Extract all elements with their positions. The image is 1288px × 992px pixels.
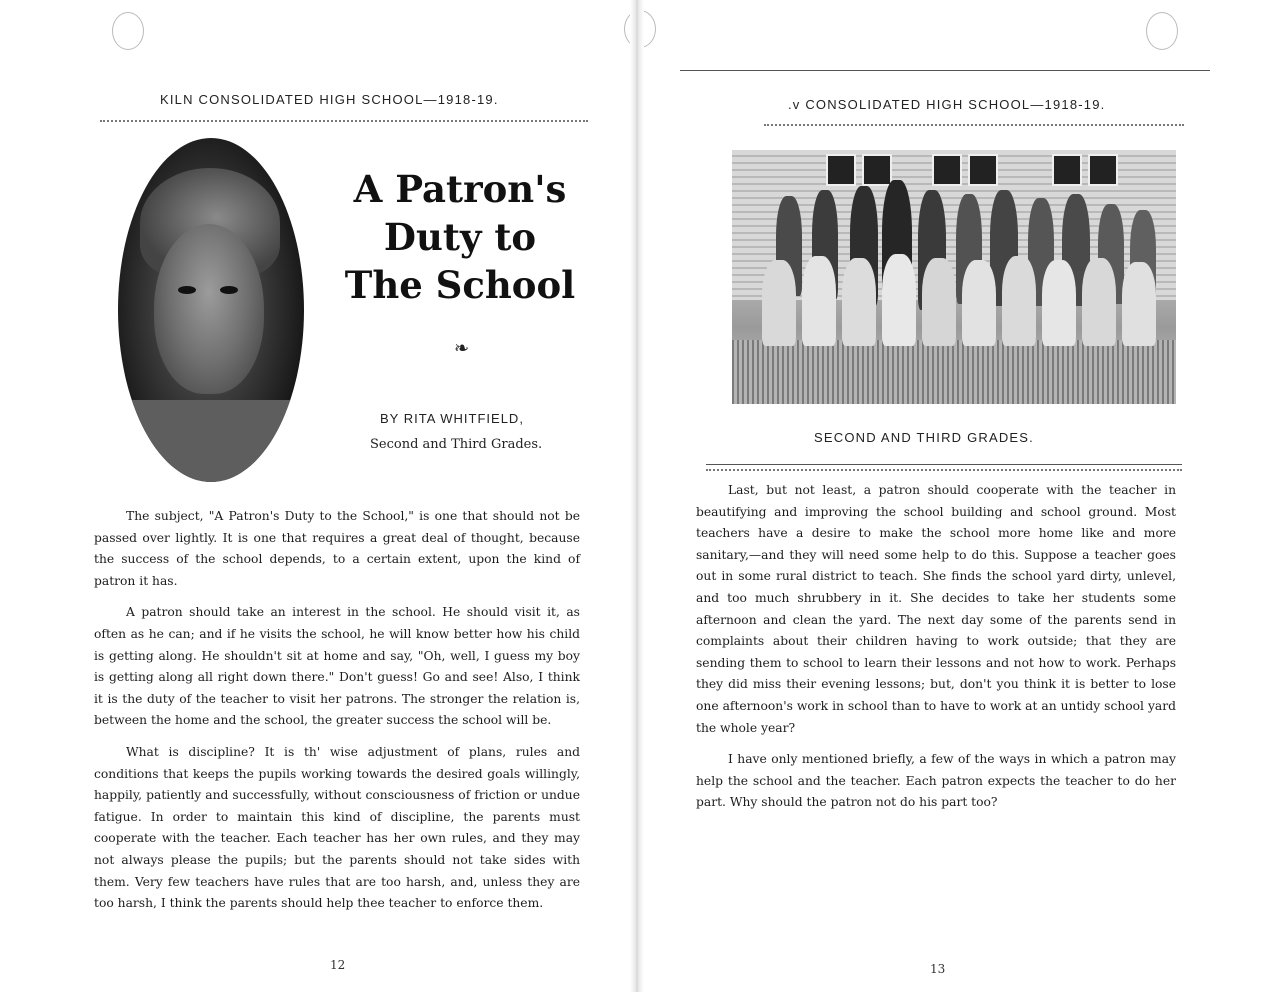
paragraph: Last, but not least, a patron should cooperate with the teacher in beautifying and improving the school building and school ground. Most teachers have a desire to make the school more home like and more sanitary,—and they will need some help to do this. Suppose a teacher goes out in some rural district to teach. She finds the school yard dirty, unlevel, and too much shrubbery in it. She decides to take her students some afternoon and clean the yard. The next day some of the parents send in complaints about their children having to work outside; that they are sending them to school to learn their lessons and not how to work. Perhaps they did miss their evening lessons; but, don't you think it is better to lose one afternoon's work in school than to have to work at an untidy school yard the whole year? xyxy=(696,483,1176,735)
running-head: KILN CONSOLIDATED HIGH SCHOOL—1918-19. xyxy=(160,92,499,107)
portrait-photo xyxy=(118,138,304,482)
paragraph: The subject, "A Patron's Duty to the School," is one that should not be passed over lightly. It is one that requires a great deal of thought, because the success of the school depends, to a certain extent, upon the kind of patron it has. xyxy=(94,509,580,588)
class-photo xyxy=(732,150,1176,404)
title-line-1: A Patron's xyxy=(353,167,567,211)
caption-rule-2 xyxy=(706,469,1182,471)
page-frame-top xyxy=(680,70,1210,71)
paragraph: A patron should take an interest in the school. He should visit it, as often as he can; and if he visits the school, he will know better how his child is getting along. He shouldn't sit at home and say, "Oh, well, I guess my boy is getting along all right down there." Don't guess! Go and see! Also, I think it is the duty of the teacher to visit her patrons. The stronger the relation is, between the home and the school, the greater success the school will be. xyxy=(94,605,580,728)
page-number: 12 xyxy=(330,958,346,972)
header-rule xyxy=(100,120,588,122)
article-body xyxy=(94,506,580,915)
photo-caption: SECOND AND THIRD GRADES. xyxy=(814,430,1034,445)
ornament-icon: ❧ xyxy=(454,338,470,359)
byline: BY RITA WHITFIELD, xyxy=(380,411,524,426)
left-page xyxy=(0,0,630,992)
running-head: .v CONSOLIDATED HIGH SCHOOL—1918-19. xyxy=(788,97,1106,112)
header-rule xyxy=(764,124,1184,126)
author-grades: Second and Third Grades. xyxy=(370,437,543,452)
paragraph: I have only mentioned briefly, a few of the ways in which a patron may help the school and the teacher. Each patron expects the teacher to do her part. Why should the patron not do his part too? xyxy=(696,752,1176,810)
book-gutter xyxy=(630,0,644,992)
page-number: 13 xyxy=(930,962,946,976)
title-line-2: Duty to xyxy=(383,215,537,259)
paragraph: What is discipline? It is th' wise adjustment of plans, rules and conditions that keeps the pupils working towards the desired goals willingly, happily, patiently and successfully, without consciousness of friction or undue fatigue. In order to maintain this kind of discipline, the parents must cooperate with the teacher. Each teacher has her own rules, and they may not always please the pupils; but the parents should not take sides with them. Very few teachers have rules that are too harsh, and, unless they are too harsh, I think the parents should help thee teacher to enforce them. xyxy=(94,744,580,911)
caption-rule xyxy=(706,464,1182,465)
title-line-3: The School xyxy=(344,263,576,307)
article-body-continued xyxy=(696,480,1176,814)
